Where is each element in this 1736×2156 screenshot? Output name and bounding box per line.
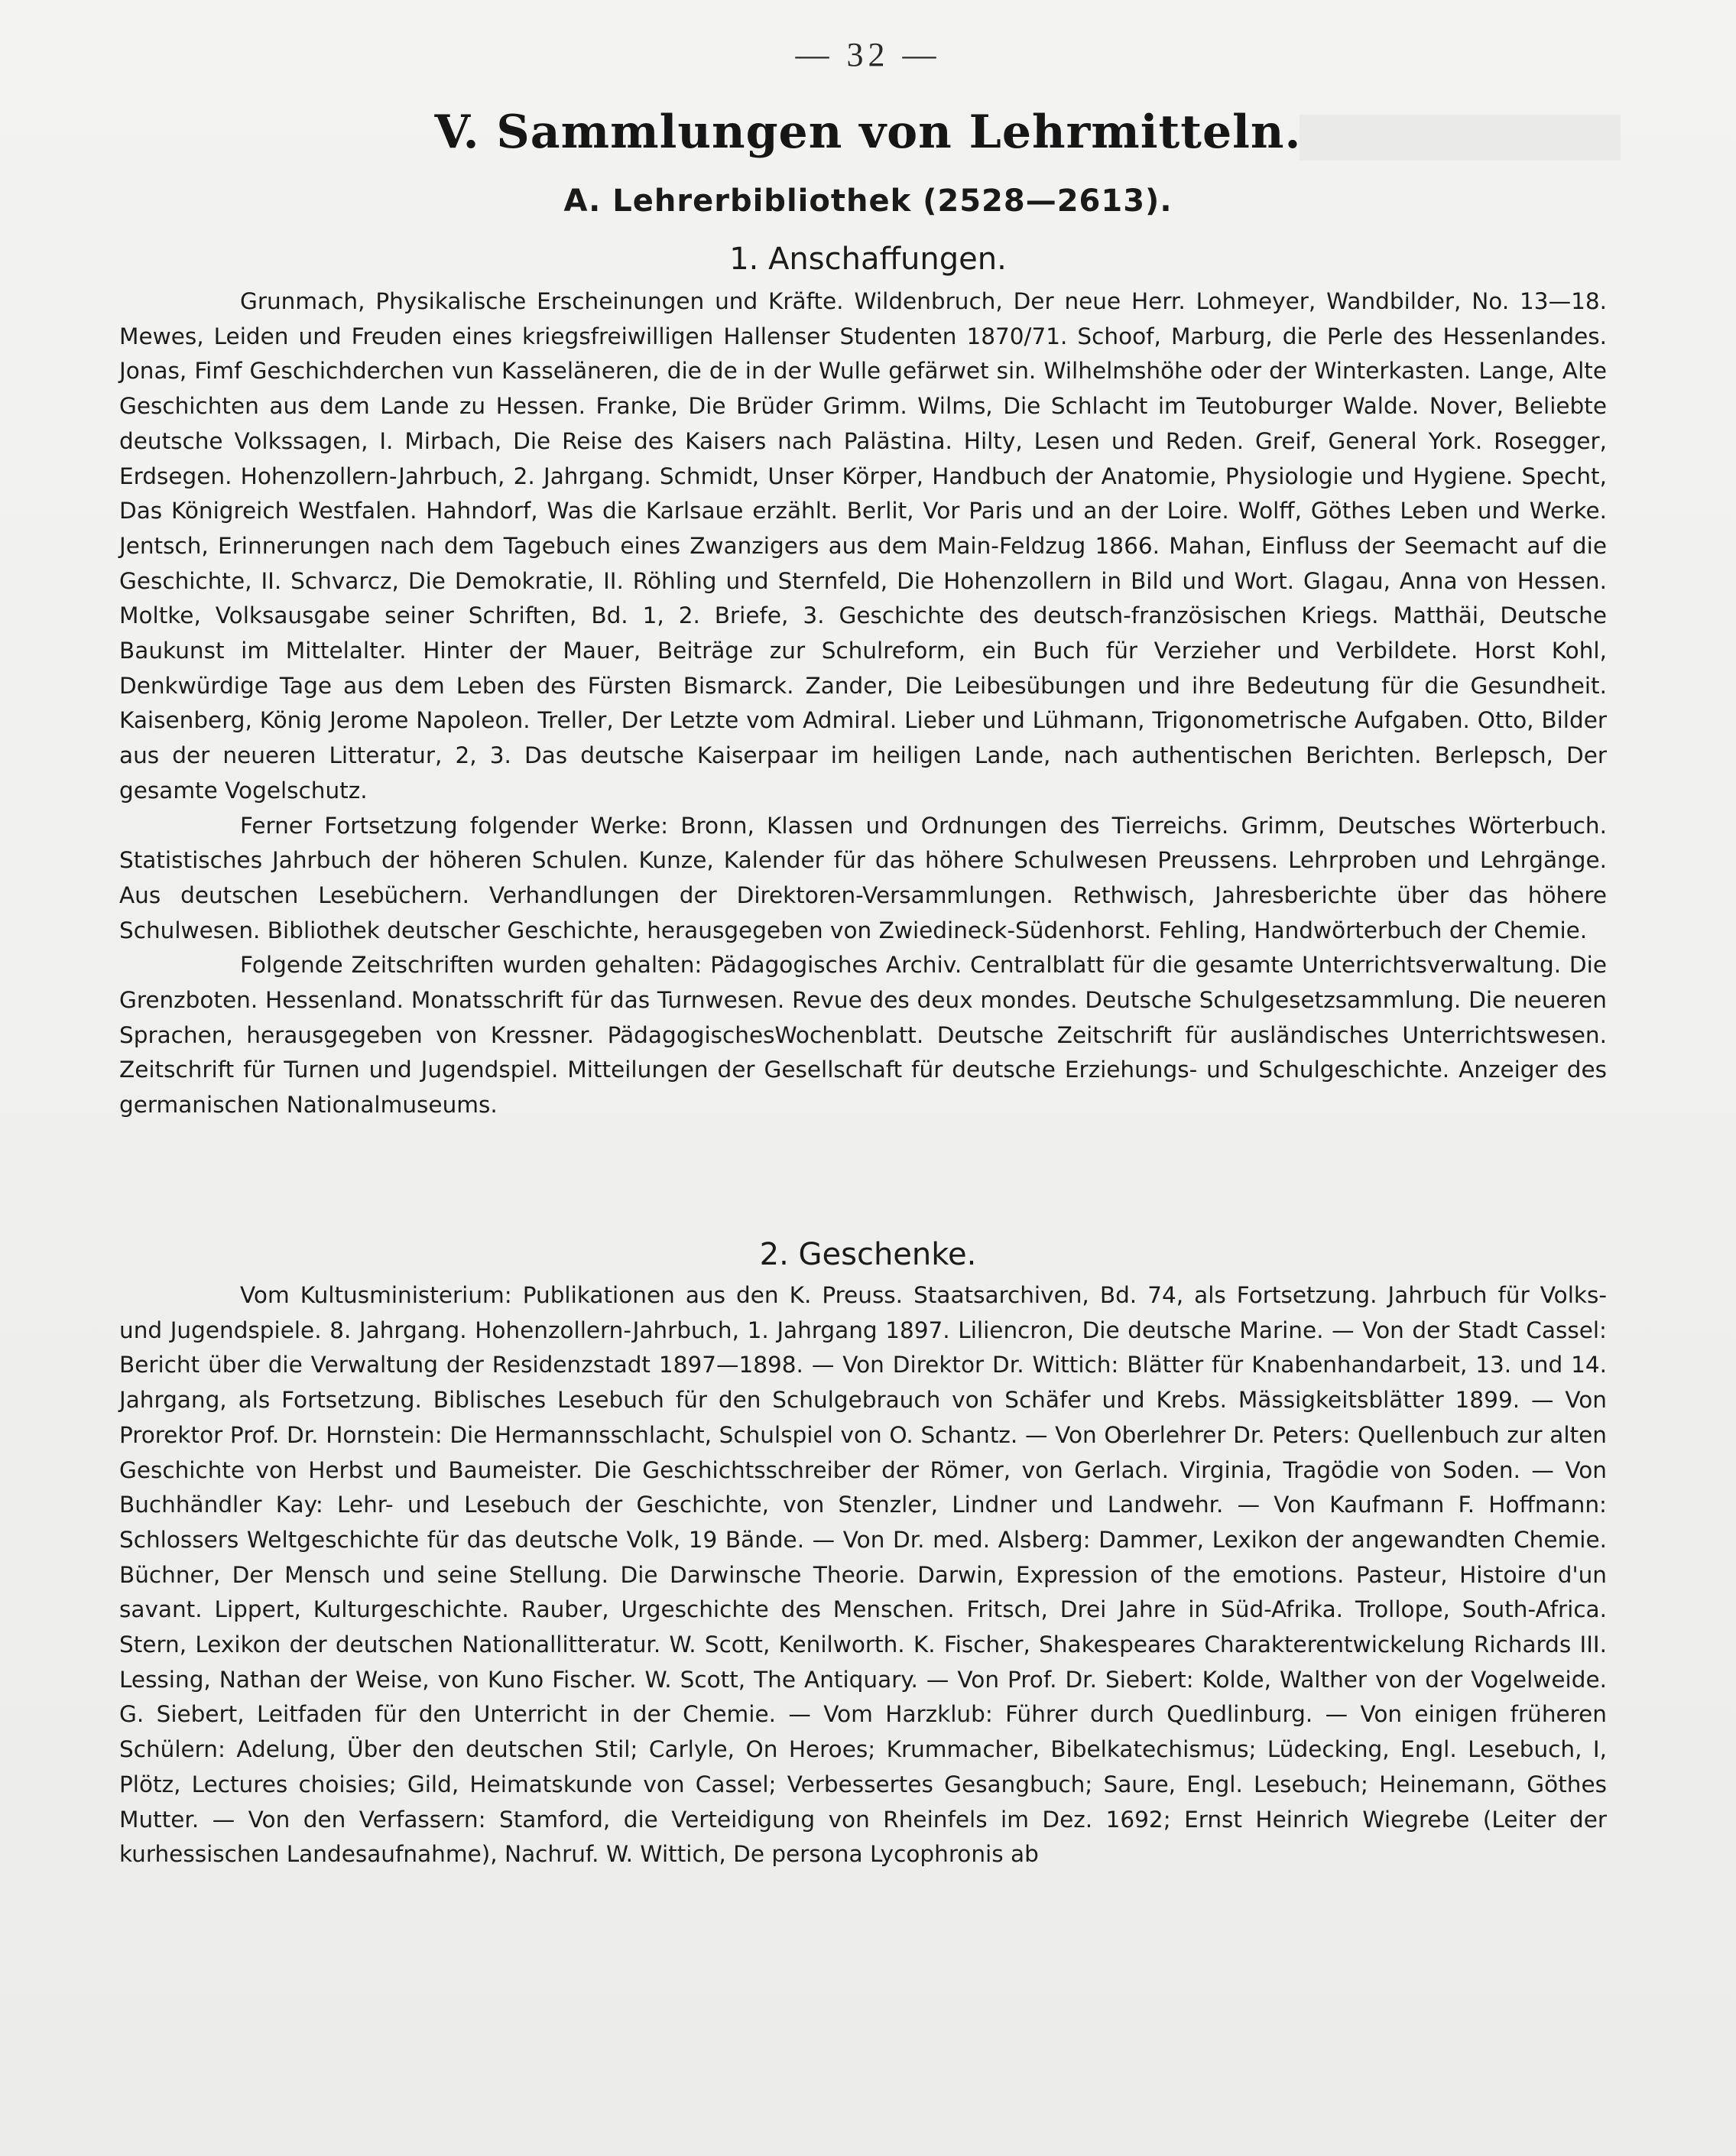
- heading-geschenke: 2. Geschenke.: [759, 1237, 977, 1272]
- sub-title: A. Lehrerbibliothek (2528—2613).: [563, 183, 1173, 219]
- anschaffungen-text: [119, 284, 1607, 1123]
- section-title: V. Sammlungen von Lehrmitteln.: [434, 106, 1302, 159]
- page-number: — 32 —: [795, 36, 941, 73]
- paragraph: Vom Kultusministerium: Publikationen aus den K. Preuss. Staatsarchiven, Bd. 74, als Fortsetzung. Jahrbuch für Volks- und Jugendspiele. 8. Jahrgang. Hohenzollern-Jahrbuch, 1. Jahrgang 1897. Liliencron, Die deutsche Marine. — Von der Stadt Cassel: Bericht über die Verwaltung der Residenzstadt 1897—1898. — Von Direktor Dr. Wittich: Blätter für Knabenhandarbeit, 13. und 14. Jahrgang, als Fortsetzung. Biblisches Lesebuch für den Schulgebrauch von Schäfer und Krebs. Mässigkeitsblätter 1899. — Von Prorektor Prof. Dr. Hornstein: Die Hermannsschlacht, Schulspiel von O. Schantz. — Von Oberlehrer Dr. Peters: Quellenbuch zur alten Geschichte von Herbst und Baumeister. Die Geschichtsschreiber der Römer, von Gerlach. Virginia, Tragödie von Soden. — Von Buchhändler Kay: Lehr- und Lesebuch der Geschichte, von Stenzler, Lindner und Landwehr. — Von Kaufmann F. Hoffmann: Schlossers Weltgeschichte für das deutsche Volk, 19 Bände. — Von Dr. med. Alsberg: Dammer, Lexikon der angewandten Chemie. Büchner, Der Mensch und seine Stellung. Die Darwinsche Theorie. Darwin, Expression of the emotions. Pasteur, Histoire d'un savant. Lippert, Kulturgeschichte. Rauber, Urgeschichte des Menschen. Fritsch, Drei Jahre in Süd-Afrika. Trollope, South-Africa. Stern, Lexikon der deutschen Nationallitteratur. W. Scott, Kenilworth. K. Fischer, Shakespeares Charakterentwickelung Richards III. Lessing, Nathan der Weise, von Kuno Fischer. W. Scott, The Antiquary. — Von Prof. Dr. Siebert: Kolde, Walther von der Vogelweide. G. Siebert, Leitfaden für den Unterricht in der Chemie. — Vom Harzklub: Führer durch Quedlinburg. — Von einigen früheren Schülern: Adelung, Über den deutschen Stil; Carlyle, On Heroes; Krummacher, Bibelkatechismus; Lüdecking, Engl. Lesebuch, I, Plötz, Lectures choisies; Gild, Heimatskunde von Cassel; Verbessertes Gesangbuch; Saure, Engl. Lesebuch; Heinemann, Göthes Mutter. — Von den Verfassern: Stamford, die Verteidigung von Rheinfels im Dez. 1692; Ernst Heinrich Wiegrebe (Leiter der kurhessischen Landesaufnahme), Nachruf. W. Wittich, De persona Lycophronis ab: [119, 1282, 1607, 1868]
- heading-anschaffungen: 1. Anschaffungen.: [729, 242, 1007, 277]
- paragraph: Ferner Fortsetzung folgender Werke: Bronn, Klassen und Ordnungen des Tierreichs. Grimm, Deutsches Wörterbuch. Statistisches Jahrbuch der höheren Schulen. Kunze, Kalender für das höhere Schulwesen Preussens. Lehrproben und Lehrgänge. Aus deutschen Lesebüchern. Verhandlungen der Direktoren-Versammlungen. Rethwisch, Jahresberichte über das höhere Schulwesen. Bibliothek deutscher Geschichte, herausgegeben von Zwiedineck-Südenhorst. Fehling, Handwörterbuch der Chemie.: [119, 812, 1607, 943]
- paragraph: Grunmach, Physikalische Erscheinungen und Kräfte. Wildenbruch, Der neue Herr. Lohmeyer, Wandbilder, No. 13—18. Mewes, Leiden und Freuden eines kriegsfreiwilligen Hallenser Studenten 1870/71. Schoof, Marburg, die Perle des Hessenlandes. Jonas, Fimf Geschichderchen vun Kasseläneren, die de in der Wulle gefärwet sin. Wilhelmshöhe oder der Winterkasten. Lange, Alte Geschichten aus dem Lande zu Hessen. Franke, Die Brüder Grimm. Wilms, Die Schlacht im Teutoburger Walde. Nover, Beliebte deutsche Volkssagen, I. Mirbach, Die Reise des Kaisers nach Palästina. Hilty, Lesen und Reden. Greif, General York. Rosegger, Erdsegen. Hohenzollern-Jahrbuch, 2. Jahrgang. Schmidt, Unser Körper, Handbuch der Anatomie, Physiologie und Hygiene. Specht, Das Königreich Westfalen. Hahndorf, Was die Karlsaue erzählt. Berlit, Vor Paris und an der Loire. Wolff, Göthes Leben und Werke. Jentsch, Erinnerungen nach dem Tagebuch eines Zwanzigers aus dem Main-Feldzug 1866. Mahan, Einfluss der Seemacht auf die Geschichte, II. Schvarcz, Die Demokratie, II. Röhling und Sternfeld, Die Hohenzollern in Bild und Wort. Glagau, Anna von Hessen. Moltke, Volksausgabe seiner Schriften, Bd. 1, 2. Briefe, 3. Geschichte des deutsch-französischen Kriegs. Matthäi, Deutsche Baukunst im Mittelalter. Hinter der Mauer, Beiträge zur Schulreform, ein Buch für Verzieher und Verbildete. Horst Kohl, Denkwürdige Tage aus dem Leben des Fürsten Bismarck. Zander, Die Leibesübungen und ihre Bedeutung für die Gesundheit. Kaisenberg, König Jerome Napoleon. Treller, Der Letzte vom Admiral. Lieber und Lühmann, Trigonometrische Aufgaben. Otto, Bilder aus der neueren Litteratur, 2, 3. Das deutsche Kaiserpaar im heiligen Lande, nach authentischen Berichten. Berlepsch, Der gesamte Vogelschutz.: [119, 288, 1607, 804]
- geschenke-text: [119, 1278, 1607, 1872]
- paragraph: Folgende Zeitschriften wurden gehalten: Pädagogisches Archiv. Centralblatt für die gesamte Unterrichtsverwaltung. Die Grenzboten. Hessenland. Monatsschrift für das Turnwesen. Revue des deux mondes. Deutsche Schulgesetzsammlung. Die neueren Sprachen, herausgegeben von Kressner. PädagogischesWochenblatt. Deutsche Zeitschrift für ausländisches Unterrichtswesen. Zeitschrift für Turnen und Jugendspiel. Mitteilungen der Gesellschaft für deutsche Erziehungs- und Schulgeschichte. Anzeiger des germanischen Nationalmuseums.: [119, 952, 1607, 1119]
